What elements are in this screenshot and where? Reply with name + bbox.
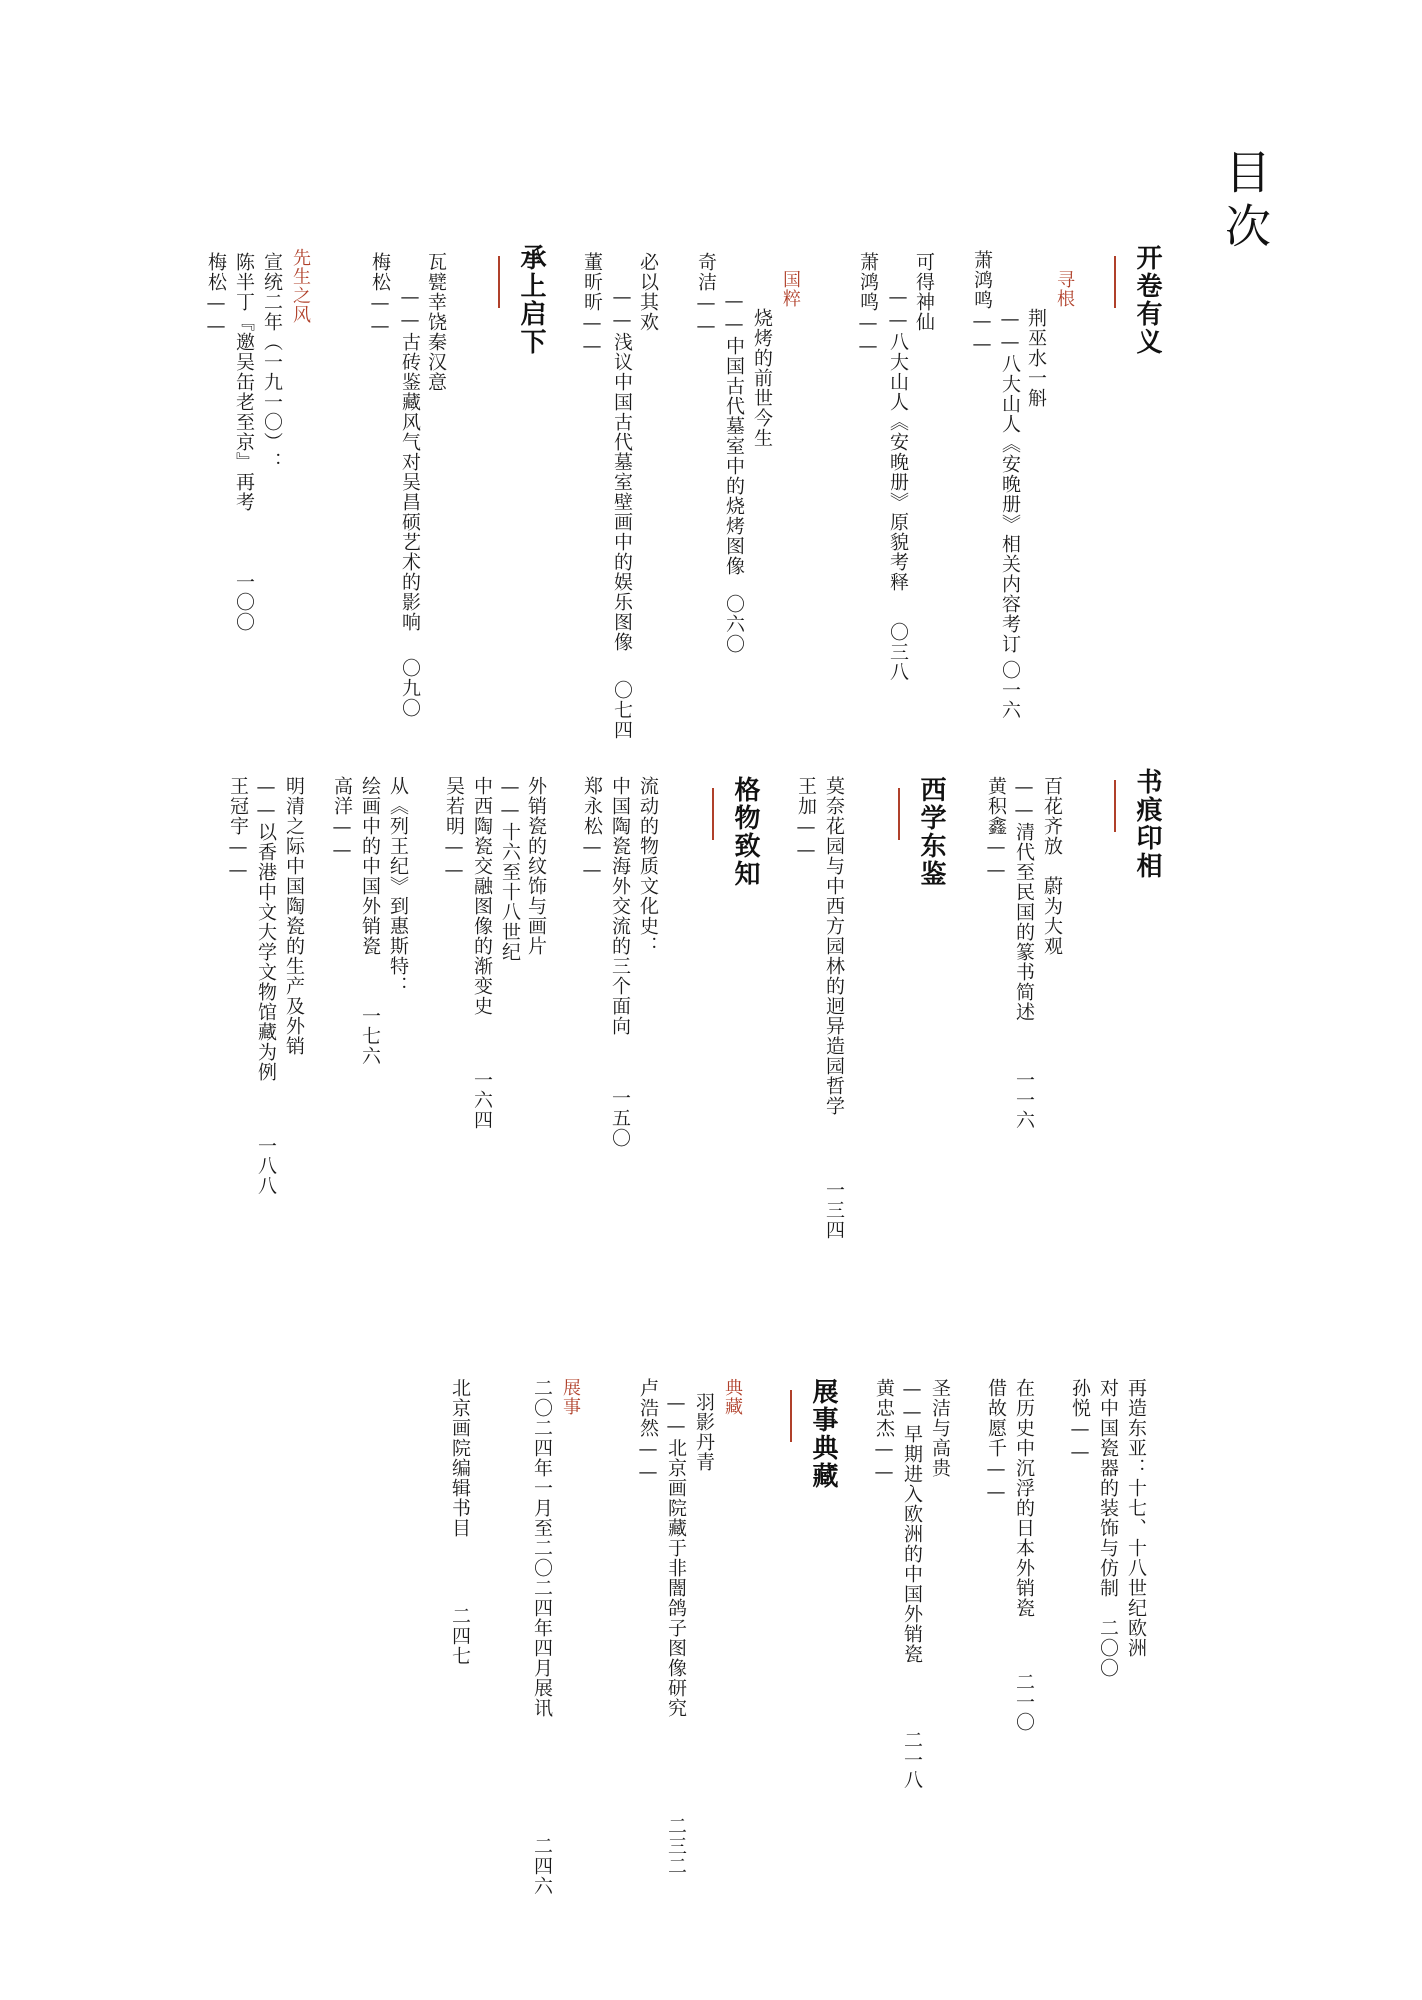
subsection-label-zhanshi: 展事 bbox=[560, 1378, 581, 1416]
entry-page-number: 一七六 bbox=[359, 1006, 381, 1066]
entry-author: 黄积鑫—— bbox=[985, 776, 1007, 882]
entry-subtitle: ——八大山人《安晚册》相关内容考订 bbox=[999, 308, 1021, 654]
subsection-label-xungen: 寻根 bbox=[1054, 270, 1075, 308]
entry-author: 高洋—— bbox=[331, 776, 353, 862]
entry-page-number: 二〇〇 bbox=[1097, 1618, 1119, 1678]
entry-page-number: 一六四 bbox=[471, 1070, 493, 1130]
entry-title: 荆巫水一斛 bbox=[1025, 308, 1047, 408]
entry-author: 萧鸿鸣—— bbox=[971, 250, 993, 356]
entry-subtitle-line3: 中西陶瓷交融图像的渐变史 bbox=[471, 776, 493, 1016]
entry-subtitle: ——八大山人《安晚册》原貌考释 bbox=[887, 286, 909, 592]
entry-subtitle: ——十六至十八世纪 bbox=[499, 776, 521, 962]
entry-page-number: 〇六〇 bbox=[723, 594, 745, 654]
entry-page-number: 二一八 bbox=[901, 1730, 923, 1790]
entry-subtitle: ——古砖鉴藏风气对吴昌硕艺术的影响 bbox=[399, 286, 421, 632]
entry-author: 梅松—— bbox=[369, 252, 391, 338]
entry-subtitle: ——清代至民国的篆书简述 bbox=[1013, 776, 1035, 1022]
entry-page-number: 〇七四 bbox=[611, 680, 633, 740]
entry-title: 二〇二四年一月至二〇二四年四月展讯 bbox=[531, 1378, 553, 1718]
section-title-chengshang: 承上启下 bbox=[498, 244, 547, 356]
entry-subtitle: 绘画中的中国外销瓷 bbox=[359, 776, 381, 956]
section-title-shuhen: 书痕印相 bbox=[1114, 768, 1163, 880]
entry-subtitle: ——浅议中国古代墓室壁画中的娱乐图像 bbox=[611, 286, 633, 652]
entry-author: 董昕昕—— bbox=[581, 252, 603, 358]
entry-page-number: 二一〇 bbox=[1013, 1672, 1035, 1732]
entry-page-number: 〇三八 bbox=[887, 622, 909, 682]
entry-title: 可得神仙 bbox=[913, 252, 935, 332]
entry-title: 在历史中沉浮的日本外销瓷 bbox=[1013, 1378, 1035, 1618]
entry-page-number: 一八八 bbox=[255, 1136, 277, 1196]
entry-page-number: 二四七 bbox=[449, 1606, 471, 1666]
entry-subtitle: 对中国瓷器的装饰与仿制 bbox=[1097, 1378, 1119, 1598]
entry-subtitle: ——以香港中文大学文物馆藏为例 bbox=[255, 776, 277, 1082]
entry-title: 外销瓷的纹饰与画片 bbox=[525, 776, 547, 956]
entry-title: 烧烤的前世今生 bbox=[751, 308, 773, 448]
entry-page-number: 〇一六 bbox=[999, 660, 1021, 720]
entry-author: 吴若明—— bbox=[443, 776, 465, 882]
entry-title: 从《列王纪》到惠斯特： bbox=[387, 776, 409, 996]
page-title: 目次 bbox=[1218, 148, 1272, 256]
entry-author: 借故愿千—— bbox=[985, 1378, 1007, 1504]
entry-page-number: 二三二 bbox=[665, 1816, 687, 1876]
entry-author: 萧鸿鸣—— bbox=[857, 252, 879, 358]
entry-page-number: 一一六 bbox=[1013, 1070, 1035, 1130]
entry-page-number: 二四六 bbox=[531, 1836, 553, 1896]
entry-title: 宣统二年（一九一〇）： bbox=[261, 252, 283, 472]
section-title-gewu: 格物致知 bbox=[712, 776, 761, 888]
entry-page-number: 一〇〇 bbox=[233, 572, 255, 632]
entry-title: 百花齐放 蔚为大观 bbox=[1041, 776, 1063, 956]
subsection-label-xiansheng: 先生之风 bbox=[290, 248, 311, 324]
entry-author: 孙悦—— bbox=[1069, 1378, 1091, 1464]
entry-title: 再造东亚：十七、十八世纪欧洲 bbox=[1125, 1378, 1147, 1658]
entry-title: 北京画院编辑书目 bbox=[449, 1378, 471, 1538]
entry-subtitle: ——早期进入欧洲的中国外销瓷 bbox=[901, 1378, 923, 1664]
subsection-label-guocui: 国粹 bbox=[780, 270, 801, 308]
entry-subtitle: ——中国古代墓室中的烧烤图像 bbox=[723, 290, 745, 576]
entry-subtitle: 陈半丁『邀吴缶老至京』再考 bbox=[233, 252, 255, 512]
entry-title: 圣洁与高贵 bbox=[929, 1378, 951, 1478]
entry-author: 郑永松—— bbox=[581, 776, 603, 882]
entry-author: 王冠宇—— bbox=[227, 776, 249, 882]
entry-author: 黄忠杰—— bbox=[873, 1378, 895, 1484]
entry-subtitle: 中国陶瓷海外交流的三个面向 bbox=[609, 776, 631, 1036]
entry-author: 梅松—— bbox=[205, 252, 227, 338]
subsection-label-diancang: 典藏 bbox=[722, 1378, 743, 1416]
entry-title: 必以其欢 bbox=[637, 252, 659, 332]
section-title-kaijuan: 开卷有义 bbox=[1114, 244, 1163, 356]
entry-subtitle: ——北京画院藏于非闇鸽子图像研究 bbox=[665, 1392, 687, 1718]
entry-title: 瓦甓幸饶秦汉意 bbox=[425, 252, 447, 392]
entry-page-number: 〇九〇 bbox=[399, 658, 421, 718]
entry-author: 王加—— bbox=[795, 776, 817, 862]
entry-page-number: 一三四 bbox=[823, 1180, 845, 1240]
section-title-zhanshi: 展事典藏 bbox=[790, 1378, 839, 1490]
section-title-xixue: 西学东鉴 bbox=[898, 776, 947, 888]
entry-title: 明清之际中国陶瓷的生产及外销 bbox=[283, 776, 305, 1056]
entry-title: 流动的物质文化史： bbox=[637, 776, 659, 956]
entry-author: 奇洁—— bbox=[695, 252, 717, 338]
entry-title: 莫奈花园与中西方园林的迥异造园哲学 bbox=[823, 776, 845, 1116]
entry-page-number: 一五〇 bbox=[609, 1088, 631, 1148]
entry-title: 羽影丹青 bbox=[693, 1392, 715, 1472]
entry-author: 卢浩然—— bbox=[637, 1378, 659, 1484]
